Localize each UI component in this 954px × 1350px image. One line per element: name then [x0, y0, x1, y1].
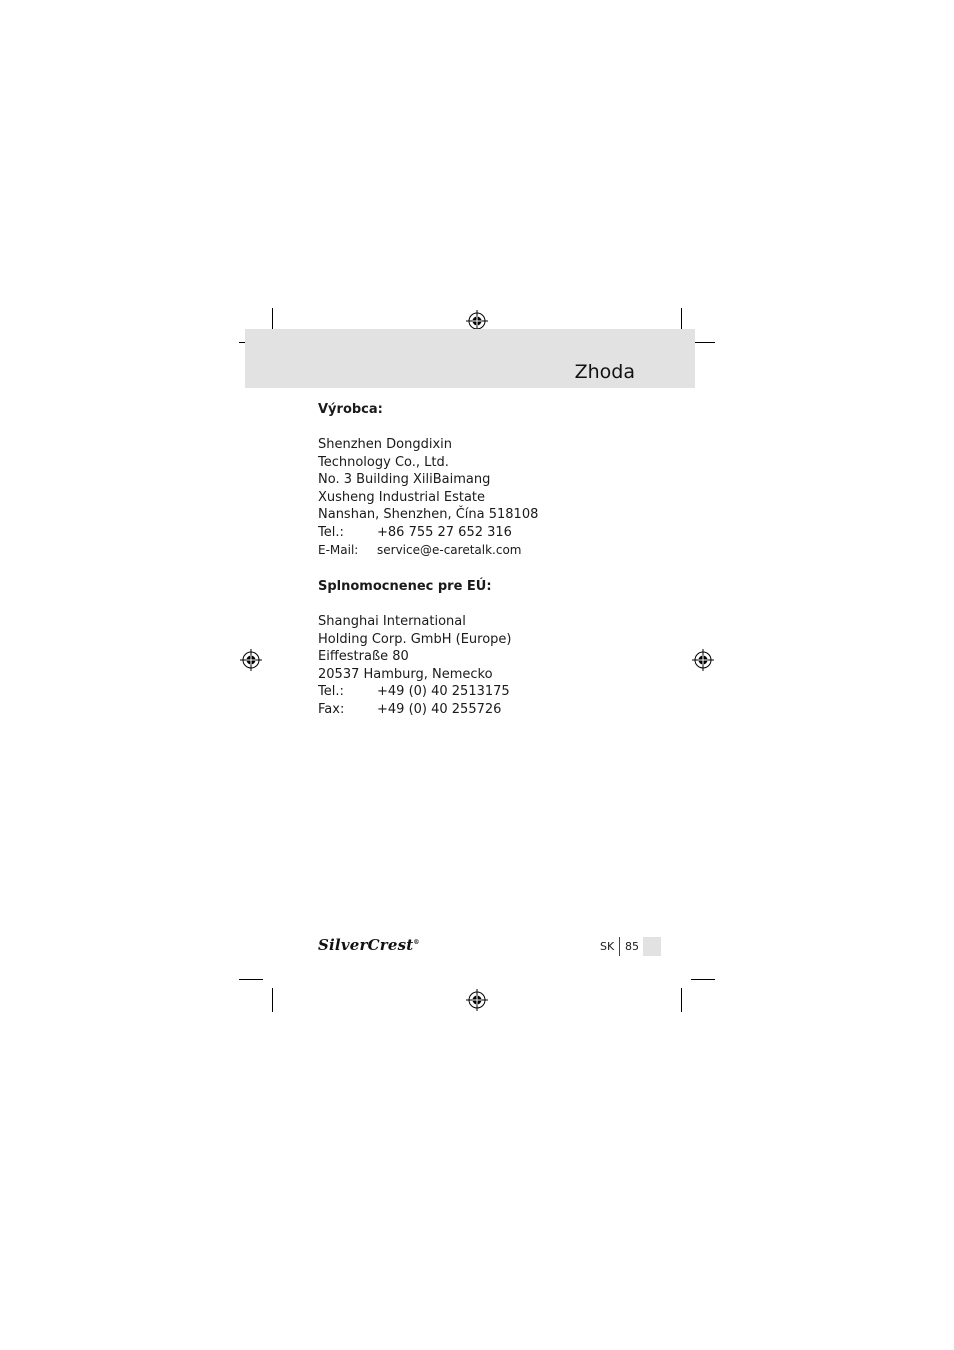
address-line: Xusheng Industrial Estate: [318, 489, 486, 505]
crop-mark: [239, 979, 263, 980]
representative-title: Splnomocnenec pre EÚ:: [318, 579, 492, 594]
fax-value: +49 (0) 40 255726: [377, 701, 502, 717]
manufacturer-address: [318, 436, 538, 559]
brand-name: SilverCrest: [318, 936, 414, 954]
tel-label: Tel.:: [318, 524, 344, 540]
address-line: Shanghai International: [318, 614, 466, 629]
manufacturer-title: Výrobca:: [318, 402, 383, 417]
manufacturer-block: [318, 401, 538, 559]
page-number: 85: [625, 940, 639, 953]
crop-mark: [272, 988, 273, 1012]
section-header-band: [245, 329, 695, 388]
crop-mark: [691, 979, 715, 980]
page-title: Zhoda: [574, 361, 635, 383]
registration-mark-icon: [466, 989, 488, 1011]
address-line: No. 3 Building XiliBaimang: [318, 472, 491, 488]
representative-fax: [318, 701, 511, 719]
registration-mark-icon: [692, 649, 714, 671]
address-line: 20537 Hamburg, Nemecko: [318, 666, 493, 682]
representative-address: [318, 613, 511, 719]
tel-value: +86 755 27 652 316: [377, 524, 512, 540]
registered-mark: ®: [413, 939, 420, 946]
address-line: Nanshan, Shenzhen, Čína 518108: [318, 507, 539, 523]
representative-tel: [318, 683, 511, 701]
email-value: service@e-caretalk.com: [377, 542, 522, 557]
address-line: Holding Corp. GmbH (Europe): [318, 631, 512, 647]
footer-divider: [619, 937, 620, 956]
manufacturer-tel: [318, 524, 538, 542]
brand-logo: [318, 936, 420, 954]
tel-label: Tel.:: [318, 684, 344, 700]
tel-value: +49 (0) 40 2513175: [377, 684, 510, 700]
email-label: E-Mail:: [318, 542, 359, 557]
fax-label: Fax:: [318, 701, 345, 717]
crop-mark: [681, 988, 682, 1012]
manufacturer-email: [318, 542, 538, 560]
representative-block: [318, 578, 511, 719]
address-line: Technology Co., Ltd.: [318, 454, 449, 470]
address-line: Eiffestraße 80: [318, 649, 409, 665]
address-line: Shenzhen Dongdixin: [318, 437, 453, 452]
language-code: SK: [600, 940, 615, 953]
page-tab-marker: [643, 937, 661, 956]
registration-mark-icon: [240, 649, 262, 671]
